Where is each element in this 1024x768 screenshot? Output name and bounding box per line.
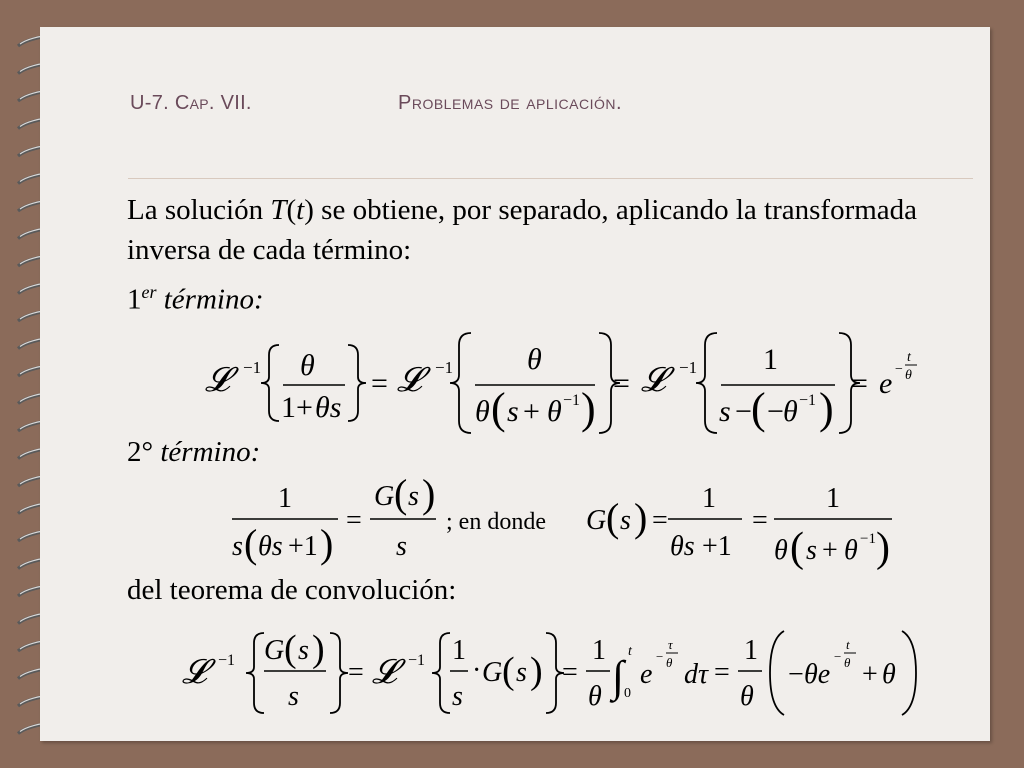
- svg-text:θ: θ: [905, 368, 912, 383]
- svg-text:θ: θ: [588, 681, 602, 712]
- svg-text:s: s: [507, 395, 519, 428]
- svg-text:θs: θs: [258, 531, 283, 562]
- svg-text:θ: θ: [300, 349, 315, 382]
- svg-text:s: s: [452, 681, 463, 712]
- svg-text:−1: −1: [799, 392, 817, 409]
- svg-text:s: s: [719, 395, 731, 428]
- svg-text:−: −: [767, 395, 784, 428]
- svg-text:𝓛: 𝓛: [182, 654, 207, 691]
- svg-text:θ: θ: [475, 395, 490, 428]
- svg-text:s: s: [288, 681, 299, 712]
- svg-text:−1: −1: [563, 392, 581, 409]
- svg-text:(: (: [491, 384, 506, 433]
- svg-text:=: =: [851, 367, 868, 400]
- svg-text:𝓛: 𝓛: [372, 654, 397, 691]
- intro-T: T: [270, 194, 287, 226]
- svg-text:+1: +1: [702, 531, 732, 562]
- svg-text:): ): [819, 384, 834, 433]
- svg-text:s: s: [396, 531, 407, 562]
- svg-text:(: (: [244, 521, 258, 566]
- svg-text:e: e: [640, 659, 653, 690]
- svg-text:−1: −1: [218, 652, 236, 669]
- svg-text:s: s: [806, 535, 817, 566]
- svg-text:1: 1: [744, 635, 758, 666]
- svg-text:=: =: [346, 505, 362, 536]
- svg-text:−1: −1: [435, 358, 454, 377]
- svg-text:G: G: [482, 657, 503, 688]
- svg-text:−: −: [788, 659, 804, 690]
- svg-text:e: e: [879, 367, 893, 400]
- svg-text:−1: −1: [243, 358, 262, 377]
- svg-text:∫: ∫: [612, 652, 625, 701]
- svg-text:θ: θ: [783, 395, 798, 428]
- svg-text:=: =: [613, 367, 630, 400]
- svg-text:s: s: [408, 481, 419, 512]
- svg-text:G: G: [264, 635, 285, 666]
- header-divider: [128, 178, 973, 179]
- svg-text:): ): [422, 475, 436, 516]
- svg-text:): ): [530, 650, 543, 692]
- convolution-heading: del teorema de convolución:: [127, 574, 457, 606]
- svg-text:s: s: [232, 531, 243, 562]
- svg-text:): ): [634, 495, 648, 540]
- svg-text:−1: −1: [860, 531, 876, 547]
- intro-open-paren: (: [286, 194, 297, 226]
- svg-text:dτ: dτ: [684, 659, 709, 690]
- svg-text:−: −: [895, 362, 903, 377]
- svg-text:θ: θ: [774, 535, 788, 566]
- svg-text:θ: θ: [666, 655, 673, 670]
- svg-text:−1: −1: [679, 358, 698, 377]
- svg-text:(: (: [394, 475, 408, 516]
- svg-text:=: =: [348, 657, 364, 688]
- svg-text:𝓛: 𝓛: [397, 362, 422, 399]
- svg-text:G: G: [374, 481, 395, 512]
- svg-text:(: (: [790, 525, 804, 571]
- svg-text:𝓛: 𝓛: [641, 362, 666, 399]
- intro-close-paren: ): [304, 194, 314, 226]
- svg-text:=: =: [562, 657, 578, 688]
- svg-text:G: G: [586, 505, 607, 536]
- svg-text:θs: θs: [315, 391, 342, 424]
- svg-text:θ: θ: [527, 343, 542, 376]
- svg-text:): ): [320, 521, 334, 566]
- svg-text:+1: +1: [288, 531, 318, 562]
- svg-text:θs: θs: [670, 531, 695, 562]
- svg-text:t: t: [628, 644, 632, 659]
- svg-text:−: −: [834, 649, 842, 664]
- formula-convolution: [178, 625, 918, 725]
- formula-second-term: [228, 475, 928, 575]
- first-term-number: 1: [127, 283, 142, 316]
- svg-text:1: 1: [278, 483, 292, 514]
- formula-first-term: [195, 325, 935, 435]
- intro-t: t: [296, 194, 305, 226]
- svg-text:1: 1: [826, 483, 840, 514]
- svg-text:θ: θ: [547, 395, 562, 428]
- svg-text:1: 1: [763, 343, 778, 376]
- svg-text:θ: θ: [882, 659, 896, 690]
- svg-text:=: =: [752, 505, 768, 536]
- svg-text:θe: θe: [804, 659, 831, 690]
- svg-text:(: (: [502, 650, 515, 692]
- svg-text:1: 1: [702, 483, 716, 514]
- svg-text:t: t: [907, 350, 911, 365]
- svg-text:s: s: [620, 505, 631, 536]
- svg-text:·: ·: [472, 655, 482, 686]
- svg-text:τ: τ: [668, 637, 673, 652]
- intro-text-start: La solución: [127, 194, 271, 226]
- svg-text:=: =: [371, 367, 388, 400]
- svg-text:): ): [312, 628, 325, 670]
- formula-connector: ; en donde: [446, 509, 546, 535]
- svg-text:θ: θ: [844, 535, 858, 566]
- svg-text:1: 1: [452, 635, 466, 666]
- svg-text:−1: −1: [408, 652, 426, 669]
- svg-text:+: +: [862, 659, 878, 690]
- svg-text:𝓛: 𝓛: [205, 362, 230, 399]
- svg-text:1+: 1+: [281, 391, 313, 424]
- svg-text:−: −: [735, 395, 752, 428]
- svg-text:(: (: [751, 384, 766, 433]
- svg-text:θ: θ: [740, 681, 754, 712]
- first-term-label: término:: [156, 283, 264, 316]
- svg-text:0: 0: [624, 686, 631, 701]
- second-term-label: término:: [160, 436, 261, 468]
- svg-text:−: −: [656, 649, 664, 664]
- svg-text:+: +: [822, 535, 838, 566]
- first-term-heading: [127, 282, 264, 317]
- course-label: U-7. Cap. VII.: [130, 92, 252, 114]
- svg-text:1: 1: [592, 635, 606, 666]
- slide-title: Problemas de aplicación.: [398, 92, 623, 114]
- svg-text:s: s: [298, 635, 309, 666]
- svg-text:=: =: [652, 505, 668, 536]
- intro-paragraph: [127, 190, 947, 270]
- svg-text:t: t: [846, 637, 850, 652]
- second-term-number: 2°: [127, 436, 161, 468]
- second-term-heading: [127, 436, 260, 469]
- svg-text:): ): [581, 384, 596, 433]
- svg-text:+: +: [523, 395, 540, 428]
- intro-text-end: se obtiene, por separado, aplicando la transformada inversa de cada término:: [127, 194, 918, 266]
- svg-text:=: =: [714, 657, 730, 688]
- svg-text:θ: θ: [844, 655, 851, 670]
- svg-text:(: (: [284, 628, 297, 670]
- first-term-superscript: er: [141, 282, 157, 302]
- svg-text:s: s: [516, 657, 527, 688]
- svg-text:(: (: [606, 495, 620, 540]
- svg-text:): ): [876, 525, 890, 571]
